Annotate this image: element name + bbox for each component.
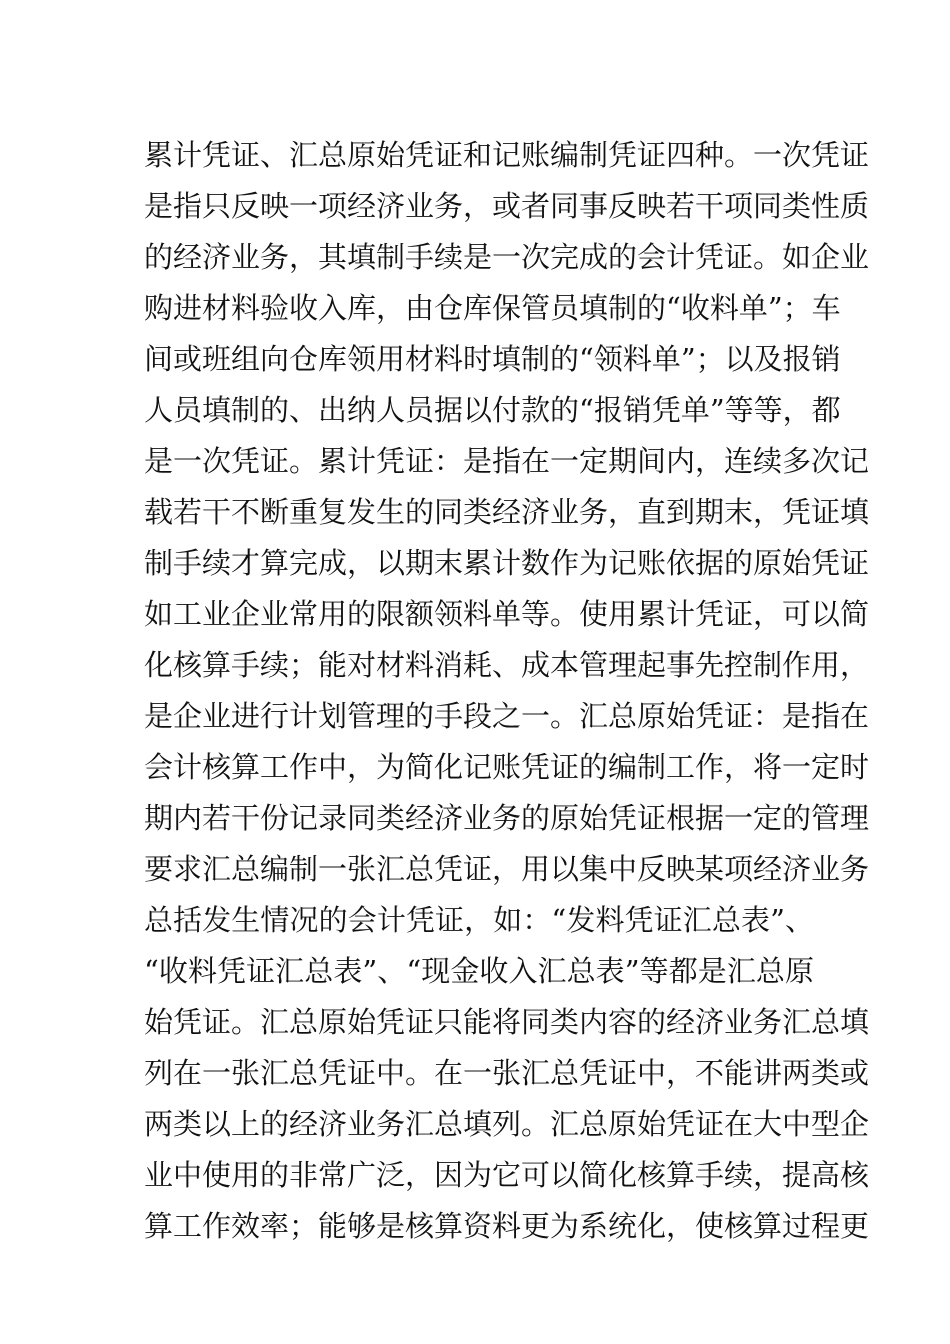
text-line-9: 制手续才算完成，以期末累计数作为记账依据的原始凭证 [144,546,870,580]
text-line-18: 始凭证。汇总原始凭证只能将同类内容的经济业务汇总填 [144,1005,870,1039]
text-line-13: 会计核算工作中，为简化记账凭证的编制工作，将一定时 [144,750,870,784]
text-line-4: 购进材料验收入库，由仓库保管员填制的“收料单”；车 [144,291,841,325]
text-line-17: “收料凭证汇总表”、“现金收入汇总表”等都是汇总原 [144,954,814,988]
text-line-22: 算工作效率；能够是核算资料更为系统化，使核算过程更 [144,1209,870,1243]
text-line-19: 列在一张汇总凭证中。在一张汇总凭证中，不能讲两类或 [144,1056,870,1090]
text-line-11: 化核算手续；能对材料消耗、成本管理起事先控制作用， [144,648,870,682]
text-line-7: 是一次凭证。累计凭证：是指在一定期间内，连续多次记 [144,444,870,478]
text-line-16: 总括发生情况的会计凭证，如：“发料凭证汇总表”、 [144,903,814,937]
text-line-2: 是指只反映一项经济业务，或者同事反映若干项同类性质 [144,189,870,223]
text-line-12: 是企业进行计划管理的手段之一。汇总原始凭证：是指在 [144,699,870,733]
text-line-5: 间或班组向仓库领用材料时填制的“领料单”；以及报销 [144,342,841,376]
text-line-8: 载若干不断重复发生的同类经济业务，直到期末，凭证填 [144,495,870,529]
text-line-10: 如工业企业常用的限额领料单等。使用累计凭证，可以简 [144,597,870,631]
text-line-3: 的经济业务，其填制手续是一次完成的会计凭证。如企业 [144,240,870,274]
text-line-20: 两类以上的经济业务汇总填列。汇总原始凭证在大中型企 [144,1107,870,1141]
text-line-21: 业中使用的非常广泛，因为它可以简化核算手续，提高核 [144,1158,870,1192]
text-line-15: 要求汇总编制一张汇总凭证，用以集中反映某项经济业务 [144,852,870,886]
body-paragraph [144,130,870,1252]
text-line-6: 人员填制的、出纳人员据以付款的“报销凭单”等等，都 [144,393,841,427]
text-line-1: 累计凭证、汇总原始凭证和记账编制凭证四种。一次凭证 [144,138,870,172]
text-line-14: 期内若干份记录同类经济业务的原始凭证根据一定的管理 [144,801,870,835]
